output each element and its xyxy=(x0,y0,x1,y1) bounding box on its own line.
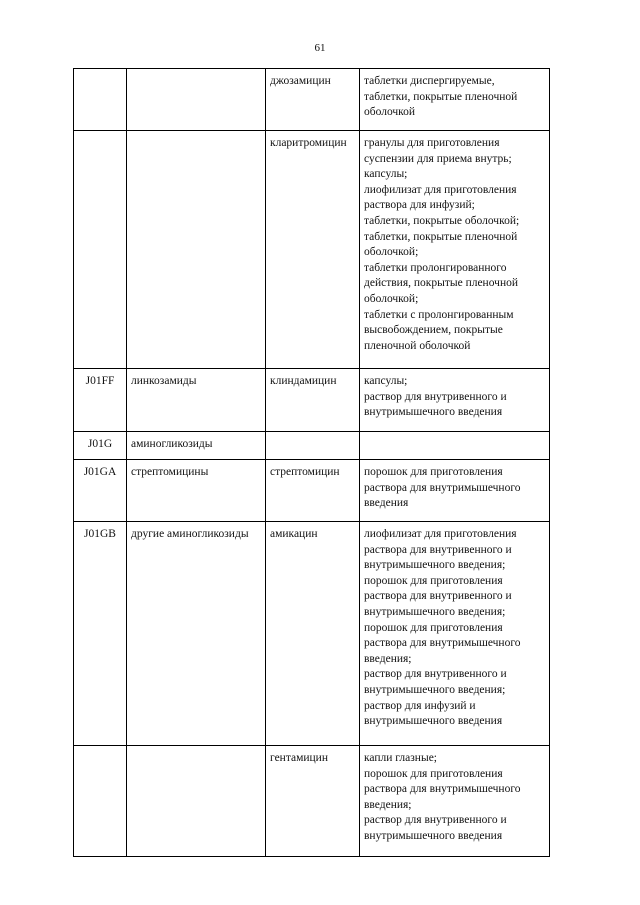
dosage-form-line: порошок для приготовления xyxy=(364,621,503,634)
dosage-form-line: внутримышечного введения; xyxy=(364,559,506,572)
dosage-form-line: внутримышечного введения xyxy=(364,715,503,728)
dosage-forms-cell xyxy=(360,69,550,131)
dosage-form-line: раствора для внутривенного и xyxy=(364,543,512,556)
drug-name-cell: джозамицин xyxy=(266,69,360,131)
dosage-form-line: таблетки, покрытые пленочной xyxy=(364,230,518,243)
drug-name-cell xyxy=(266,432,360,460)
dosage-form-line: оболочкой xyxy=(364,106,416,119)
dosage-form-line: внутримышечного введения; xyxy=(364,683,506,696)
dosage-form-line: внутримышечного введения xyxy=(364,406,503,419)
dosage-form-line: таблетки, покрытые пленочной xyxy=(364,90,518,103)
table-row xyxy=(74,131,550,369)
dosage-form-line: капсулы; xyxy=(364,168,408,181)
atc-code-cell xyxy=(74,131,127,369)
dosage-form-line: действия, покрытые пленочной xyxy=(364,277,519,290)
dosage-form-line: капсулы; xyxy=(364,375,408,387)
table-row xyxy=(74,746,550,857)
dosage-form-line: раствора для внутримышечного xyxy=(364,637,521,650)
table-row xyxy=(74,432,550,460)
dosage-forms-cell xyxy=(360,369,550,432)
dosage-form-line: введения xyxy=(364,497,409,510)
atc-code-cell: J01GA xyxy=(74,460,127,522)
dosage-form-line: внутримышечного введения; xyxy=(364,605,506,618)
dosage-form-line: раствор для внутривенного и xyxy=(364,668,507,681)
dosage-form-line: таблетки, покрытые оболочкой; xyxy=(364,214,520,227)
table-row xyxy=(74,522,550,746)
anatomical-group-cell: линкозамиды xyxy=(127,369,266,432)
dosage-form-line: порошок для приготовления xyxy=(364,466,503,478)
dosage-form-line: введения; xyxy=(364,798,412,811)
dosage-forms-cell xyxy=(360,746,550,857)
dosage-form-line: пленочной оболочкой xyxy=(364,339,471,352)
drug-name-cell: амикацин xyxy=(266,522,360,746)
table-row xyxy=(74,369,550,432)
dosage-form-line: раствора для инфузий; xyxy=(364,199,475,212)
anatomical-group-cell xyxy=(127,69,266,131)
drug-name-cell: стрептомицин xyxy=(266,460,360,522)
dosage-form-line: гранулы для приготовления xyxy=(364,137,500,149)
drug-table-body xyxy=(74,69,550,857)
dosage-form-line: порошок для приготовления xyxy=(364,767,503,780)
dosage-form-line: раствора для внутримышечного xyxy=(364,481,521,494)
atc-code-cell xyxy=(74,746,127,857)
dosage-forms-cell xyxy=(360,522,550,746)
dosage-form-line: раствор для инфузий и xyxy=(364,699,476,712)
dosage-form-line: оболочкой; xyxy=(364,292,419,305)
table-row xyxy=(74,69,550,131)
drug-table xyxy=(73,68,550,857)
anatomical-group-cell xyxy=(127,746,266,857)
table-row xyxy=(74,460,550,522)
anatomical-group-cell: аминогликозиды xyxy=(127,432,266,460)
atc-code-cell xyxy=(74,69,127,131)
dosage-form-line: раствор для внутривенного и xyxy=(364,814,507,827)
dosage-forms-cell xyxy=(360,432,550,460)
dosage-form-line: раствора для внутривенного и xyxy=(364,590,512,603)
dosage-form-line: порошок для приготовления xyxy=(364,574,503,587)
dosage-form-line: раствор для внутривенного и xyxy=(364,390,507,403)
dosage-form-line: раствора для внутримышечного xyxy=(364,783,521,796)
dosage-form-line: лиофилизат для приготовления xyxy=(364,183,517,196)
anatomical-group-cell xyxy=(127,131,266,369)
dosage-form-line: таблетки диспергируемые, xyxy=(364,75,495,87)
drug-name-cell: гентамицин xyxy=(266,746,360,857)
dosage-form-line: введения; xyxy=(364,652,412,665)
drug-name-cell: кларитромицин xyxy=(266,131,360,369)
drug-name-cell: клиндамицин xyxy=(266,369,360,432)
dosage-form-line: капли глазные; xyxy=(364,752,437,764)
dosage-form-line: внутримышечного введения xyxy=(364,829,503,842)
dosage-form-line: лиофилизат для приготовления xyxy=(364,528,517,540)
dosage-form-line: таблетки пролонгированного xyxy=(364,261,507,274)
dosage-form-line: высвобождением, покрытые xyxy=(364,324,503,337)
atc-code-cell: J01G xyxy=(74,432,127,460)
dosage-form-line: оболочкой; xyxy=(364,246,419,259)
anatomical-group-cell: стрептомицины xyxy=(127,460,266,522)
anatomical-group-cell: другие аминогликозиды xyxy=(127,522,266,746)
atc-code-cell: J01GB xyxy=(74,522,127,746)
atc-code-cell: J01FF xyxy=(74,369,127,432)
dosage-form-line: суспензии для приема внутрь; xyxy=(364,152,512,165)
dosage-forms-cell xyxy=(360,131,550,369)
dosage-form-line: таблетки с пролонгированным xyxy=(364,308,514,321)
page-number: 61 xyxy=(314,42,326,54)
dosage-forms-cell xyxy=(360,460,550,522)
